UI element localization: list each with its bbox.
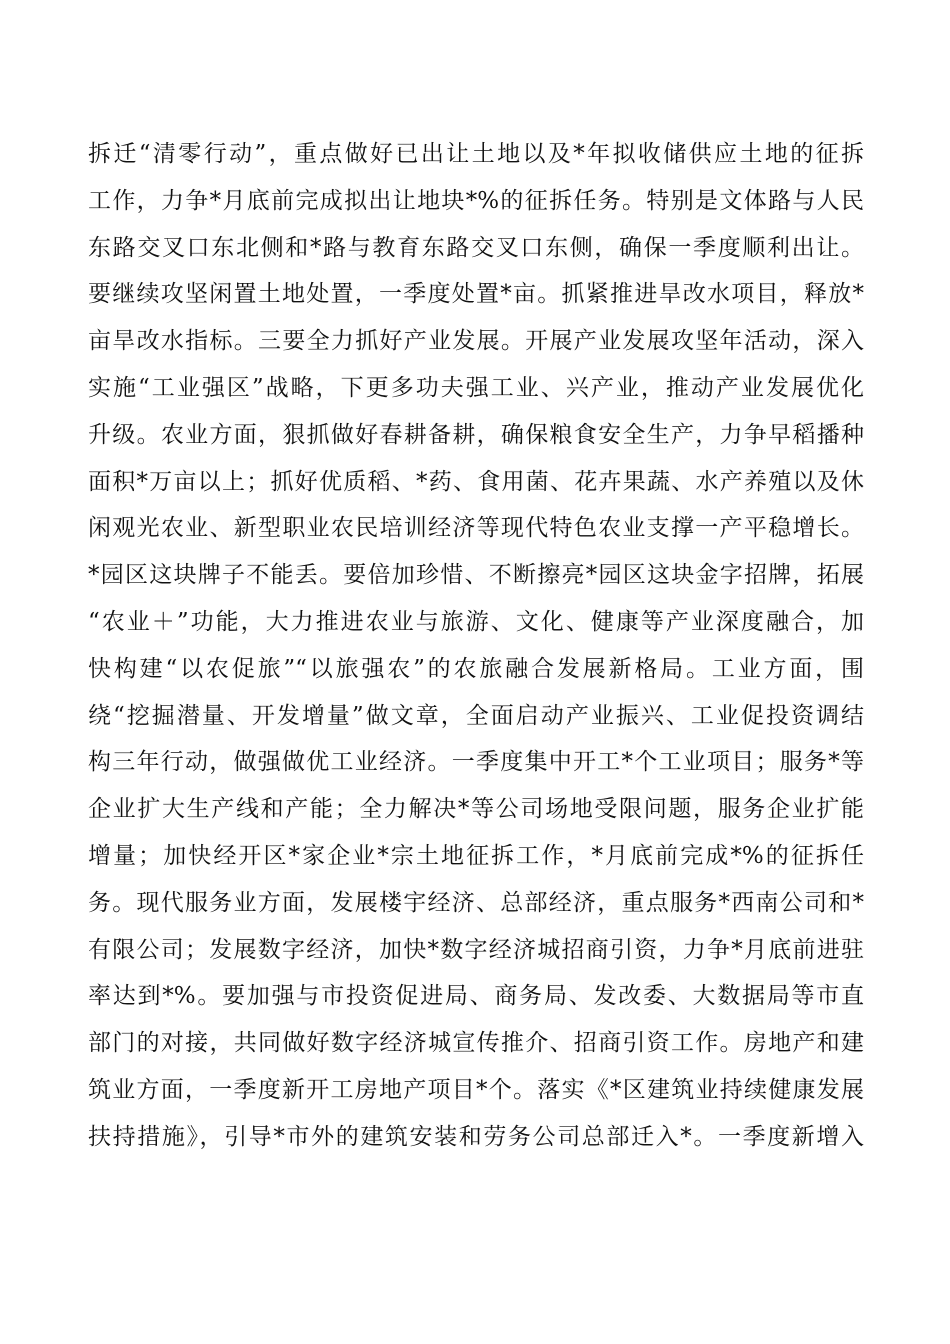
text-line: 筑业方面，一季度新开工房地产项目*个。落实《*区建筑业持续健康发展 <box>88 1076 864 1103</box>
text-line: 部门的对接，共同做好数字经济城宣传推介、招商引资工作。房地产和建 <box>88 1030 864 1057</box>
text-line: 绕“挖掘潜量、开发增量”做文章，全面启动产业振兴、工业促投资调结 <box>88 702 864 729</box>
text-line: 率达到*%。要加强与市投资促进局、商务局、发改委、大数据局等市直 <box>88 983 864 1010</box>
text-line: 实施“工业强区”战略，下更多功夫强工业、兴产业，推动产业发展优化 <box>88 374 864 401</box>
text-line: 务。现代服务业方面，发展楼宇经济、总部经济，重点服务*西南公司和* <box>88 889 864 916</box>
text-line: 企业扩大生产线和产能；全力解决*等公司场地受限问题，服务企业扩能 <box>88 796 864 823</box>
text-line: 东路交叉口东北侧和*路与教育东路交叉口东侧，确保一季度顺利出让。 <box>88 234 864 261</box>
text-line: “农业＋”功能，大力推进农业与旅游、文化、健康等产业深度融合，加 <box>88 608 864 635</box>
text-line: 亩旱改水指标。三要全力抓好产业发展。开展产业发展攻坚年活动，深入 <box>88 328 864 355</box>
text-line: 面积*万亩以上；抓好优质稻、*药、食用菌、花卉果蔬、水产养殖以及休 <box>88 468 864 495</box>
text-line: 要继续攻坚闲置土地处置，一季度处置*亩。抓紧推进旱改水项目，释放* <box>88 281 864 308</box>
text-line: 快构建“以农促旅”“以旅强农”的农旅融合发展新格局。工业方面，围 <box>88 655 864 682</box>
text-line: 升级。农业方面，狠抓做好春耕备耕，确保粮食安全生产，力争早稻播种 <box>88 421 864 448</box>
text-line: *园区这块牌子不能丢。要倍加珍惜、不断擦亮*园区这块金字招牌，拓展 <box>88 562 864 589</box>
text-line: 有限公司；发展数字经济，加快*数字经济城招商引资，力争*月底前进驻 <box>88 936 864 963</box>
text-line: 拆迁“清零行动”，重点做好已出让土地以及*年拟收储供应土地的征拆 <box>88 141 864 167</box>
body-text <box>88 131 864 1161</box>
text-line: 增量；加快经开区*家企业*宗土地征拆工作，*月底前完成*%的征拆任 <box>88 842 864 869</box>
text-line: 扶持措施》，引导*市外的建筑安装和劳务公司总部迁入*。一季度新增入 <box>88 1123 864 1150</box>
text-line: 构三年行动，做强做优工业经济。一季度集中开工*个工业项目；服务*等 <box>88 749 864 776</box>
text-line: 闲观光农业、新型职业农民培训经济等现代特色农业支撑一产平稳增长。 <box>88 515 864 542</box>
text-line: 工作，力争*月底前完成拟出让地块*%的征拆任务。特别是文体路与人民 <box>88 187 864 214</box>
